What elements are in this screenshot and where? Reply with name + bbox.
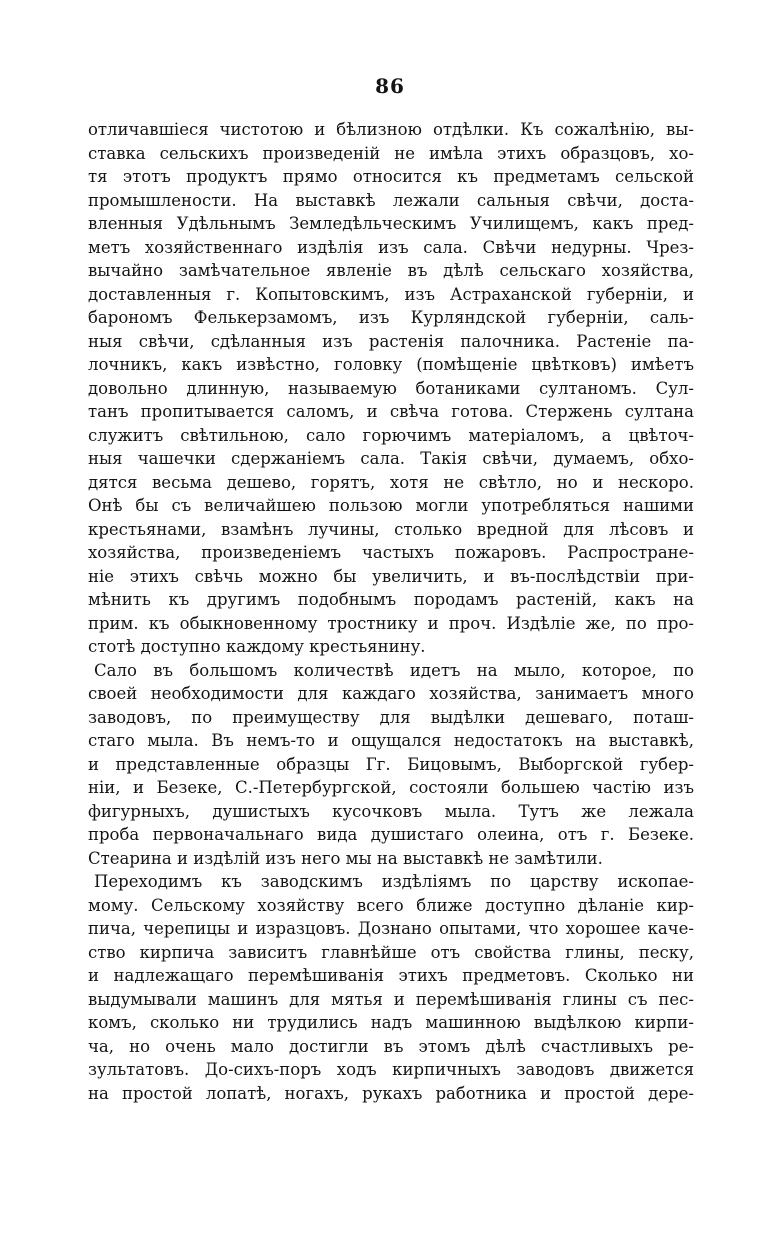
text-line: Онѣ бы съ величайшею пользою могли употребляться нашими <box>88 496 694 515</box>
text-line: ставка сельскихъ произведеній не имѣла этихъ образцовъ, хо- <box>88 143 694 163</box>
text-line: ніи, и Безеке, С.-Петербургской, состояли большею частію изъ <box>88 778 694 797</box>
paragraph-start-line: Сало въ большомъ количествѣ идетъ на мыло, которое, по <box>94 660 694 680</box>
text-line: проба первоначальнаго вида душистаго олеина, отъ г. Безеке. <box>88 825 694 844</box>
text-line: танъ пропитывается саломъ, и свѣча готова. Стержень султана <box>88 402 694 421</box>
text-line: мѣнить къ другимъ подобнымъ породамъ растеній, какъ на <box>88 590 694 609</box>
body-text <box>88 118 694 1105</box>
text-line: комъ, сколько ни трудились надъ машинною выдѣлкою кирпи- <box>88 1013 694 1032</box>
text-line: зультатовъ. До-сихъ-поръ ходъ кирпичныхъ заводовъ движется <box>88 1060 694 1079</box>
paragraph-end-line: Стеарина и издѣлій изъ него мы на выставкѣ не замѣтили. <box>88 848 603 868</box>
text-line: пича, черепицы и изразцовъ. Дознано опытами, что хорошее каче- <box>88 919 694 938</box>
text-line: дятся весьма дешево, горятъ, хотя не свѣтло, но и нескоро. <box>88 472 694 492</box>
text-line: ніе этихъ свѣчь можно бы увеличить, и въ-послѣдствіи при- <box>88 566 694 586</box>
text-line: выдумывали машинъ для мятья и перемѣшиванія глины съ пес- <box>88 989 694 1009</box>
text-line: хозяйства, произведеніемъ частыхъ пожаровъ. Распростране- <box>88 543 694 562</box>
text-line: служитъ свѣтильною, сало горючимъ матеріаломъ, а цвѣточ- <box>88 425 694 445</box>
text-line: стаго мыла. Въ немъ-то и ощущался недостатокъ на выставкѣ, <box>88 731 694 750</box>
text-line: ство кирпича зависитъ главнѣйше отъ свойства глины, песку, <box>88 942 694 962</box>
text-line: отличавшіеся чистотою и бѣлизною отдѣлки. Къ сожалѣнію, вы- <box>88 120 694 139</box>
page-number: 86 <box>375 74 405 98</box>
text-line: метъ хозяйственнаго издѣлія изъ сала. Свѣчи недурны. Чрез- <box>88 237 694 257</box>
text-line: мому. Сельскому хозяйству всего ближе доступно дѣланіе кир- <box>88 895 694 915</box>
text-line: лочникъ, какъ извѣстно, головку (помѣщеніе цвѣтковъ) имѣетъ <box>88 355 694 374</box>
text-line: вычайно замѣчательное явленіе въ дѣлѣ сельскаго хозяйства, <box>88 261 694 280</box>
paragraph-start-line: Переходимъ къ заводскимъ издѣліямъ по царству ископае- <box>94 872 694 891</box>
text-line: вленныя Удѣльнымъ Земледѣльческимъ Училищемъ, какъ пред- <box>88 214 694 233</box>
paragraph-end-line: стотѣ доступно каждому крестьянину. <box>88 637 426 656</box>
text-line: прим. къ обыкновенному тростнику и проч. Издѣліе же, по про- <box>88 613 694 633</box>
text-line: своей необходимости для каждаго хозяйства, занимаетъ много <box>88 684 694 703</box>
text-line: ча, но очень мало достигли въ этомъ дѣлѣ счастливыхъ ре- <box>88 1036 694 1056</box>
text-line: барономъ Фелькерзамомъ, изъ Курляндской губерніи, саль- <box>88 308 694 327</box>
text-line: ныя свѣчи, сдѣланныя изъ растенія палочника. Растеніе па- <box>88 331 694 351</box>
text-line: и представленные образцы Гг. Бицовымъ, Выборгской губер- <box>88 754 694 774</box>
text-line: промышлености. На выставкѣ лежали сальныя свѣчи, доста- <box>88 190 694 210</box>
text-line: на простой лопатѣ, ногахъ, рукахъ работника и простой дере- <box>88 1083 694 1103</box>
text-line: ныя чашечки сдержаніемъ сала. Такія свѣчи, думаемъ, обхо- <box>88 449 694 468</box>
text-line: фигурныхъ, душистыхъ кусочковъ мыла. Тутъ же лежала <box>88 801 694 821</box>
text-line: и надлежащаго перемѣшиванія этихъ предметовъ. Сколько ни <box>88 966 694 985</box>
text-line: заводовъ, по преимуществу для выдѣлки дешеваго, поташ- <box>88 707 694 727</box>
text-line: довольно длинную, называемую ботаниками султаномъ. Сул- <box>88 378 694 398</box>
text-line: доставленныя г. Копытовскимъ, изъ Астраханской губерніи, и <box>88 284 694 304</box>
text-line: тя этотъ продуктъ прямо относится къ предметамъ сельской <box>88 167 694 186</box>
text-line: крестьянами, взамѣнъ лучины, столько вредной для лѣсовъ и <box>88 519 694 539</box>
